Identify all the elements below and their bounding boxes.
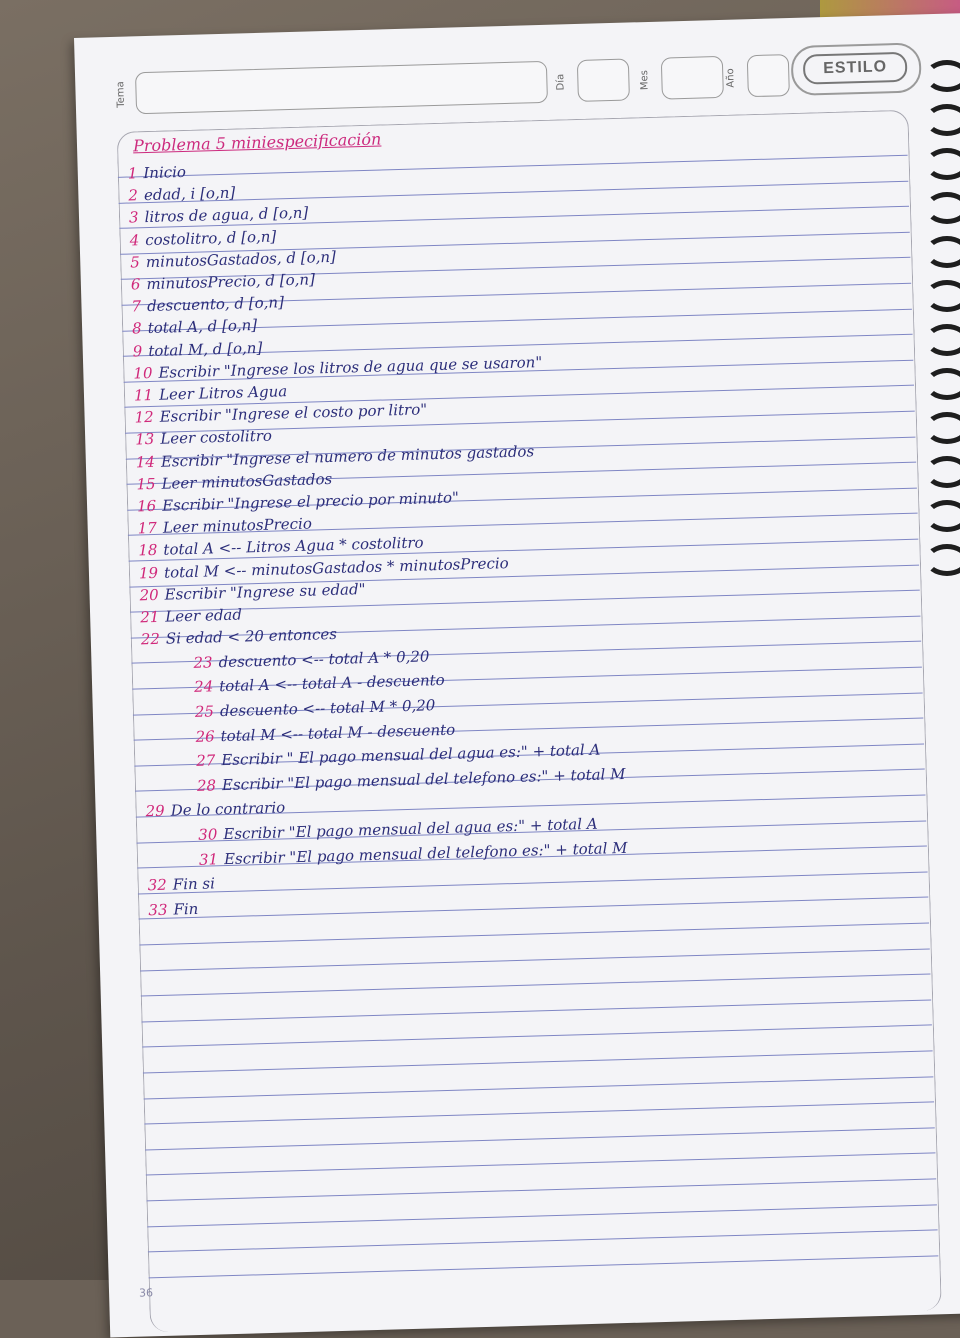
line-text: Escribir "Ingrese su edad" <box>164 579 366 604</box>
spiral-ring <box>925 192 960 224</box>
line-text: total A <-- Litros Agua * costolitro <box>163 533 424 560</box>
line-number: 29 <box>145 802 165 821</box>
line-number: 9 <box>132 341 143 361</box>
line-number: 15 <box>136 474 156 494</box>
line-number: 33 <box>148 900 168 920</box>
spiral-ring <box>925 412 960 444</box>
line-text: Inicio <box>143 162 187 183</box>
line-text: total A, d [o,n] <box>147 316 258 338</box>
line-text: minutosGastados, d [o,n] <box>145 247 337 271</box>
line-number: 21 <box>139 607 160 627</box>
line-number: 10 <box>133 363 153 383</box>
line-number: 25 <box>194 702 215 721</box>
spiral-ring <box>925 368 960 400</box>
line-number: 12 <box>134 408 154 427</box>
notebook-page <box>74 12 960 1338</box>
code-line <box>132 316 258 337</box>
line-number: 3 <box>128 208 139 227</box>
line-text: total A <-- total A - descuento <box>219 671 445 696</box>
line-text: Escribir "El pago mensual del agua es:" + total A <box>223 814 598 844</box>
line-number: 22 <box>140 630 161 649</box>
line-number: 11 <box>133 385 154 405</box>
line-number: 30 <box>198 825 218 844</box>
line-text: Fin si <box>172 874 216 894</box>
line-number: 32 <box>147 875 168 895</box>
line-text: Leer edad <box>165 605 243 626</box>
dia-field-box <box>577 59 630 102</box>
code-line <box>128 184 235 205</box>
line-text: Escribir "El pago mensual del telefono es:" + total M <box>223 838 628 868</box>
code-line <box>140 606 242 627</box>
line-text: Escribir "Ingrese el numero de minutos gastados <box>160 441 535 471</box>
line-text: minutosPrecio, d [o,n] <box>146 270 316 294</box>
line-text: Escribir " El pago mensual del agua es:" + total A <box>221 740 601 770</box>
mes-field-box <box>661 56 724 100</box>
line-text: descuento <-- total A * 0,20 <box>218 647 430 671</box>
line-text: total M, d [o,n] <box>148 338 263 360</box>
line-text: Leer Litros Agua <box>158 382 288 404</box>
line-number: 27 <box>195 751 216 771</box>
line-text: descuento, d [o,n] <box>146 293 285 316</box>
line-number: 14 <box>135 452 156 472</box>
spiral-ring <box>925 456 960 488</box>
line-text: Escribir "Ingrese los litros de agua que se usaron" <box>158 352 543 382</box>
code-line <box>133 338 263 360</box>
dia-label: Día <box>555 73 567 91</box>
tema-label: Tema <box>115 81 127 109</box>
code-line <box>128 163 187 183</box>
code-line <box>147 875 215 895</box>
code-line <box>135 427 272 449</box>
code-line <box>148 900 198 919</box>
line-text: descuento <-- total M * 0,20 <box>219 696 436 721</box>
line-number: 13 <box>134 430 155 449</box>
line-text: edad, i [o,n] <box>143 183 236 205</box>
spiral-ring <box>925 236 960 268</box>
spiral-ring <box>925 324 960 356</box>
spiral-ring <box>925 60 960 92</box>
line-text: Fin <box>173 899 199 919</box>
spiral-ring <box>925 148 960 180</box>
line-number: 16 <box>136 496 157 516</box>
page-number: 36 <box>138 1286 154 1300</box>
line-text: Escribir "El pago mensual del telefono es:" + total M <box>221 764 626 794</box>
line-text: total M <-- total M - descuento <box>220 720 456 745</box>
ano-field-box <box>747 54 790 97</box>
line-number: 6 <box>130 275 141 294</box>
line-number: 8 <box>131 319 142 338</box>
brand-logo-text: ESTILO <box>803 52 908 85</box>
line-number: 19 <box>138 563 159 582</box>
page-title: Problema 5 miniespecificación <box>132 129 382 156</box>
spiral-ring <box>925 280 960 312</box>
line-text: litros de agua, d [o,n] <box>144 203 309 227</box>
line-text: Escribir "Ingrese el costo por litro" <box>159 400 428 426</box>
line-text: total M <-- minutosGastados * minutosPrecio <box>163 553 509 582</box>
line-text: De lo contrario <box>170 798 286 820</box>
line-number: 24 <box>193 677 214 697</box>
mes-label: Mes <box>639 69 651 91</box>
line-number: 31 <box>198 849 219 869</box>
spiral-ring <box>925 544 960 576</box>
spiral-binding <box>925 60 960 580</box>
line-text: Escribir "Ingrese el precio por minuto" <box>161 488 460 515</box>
line-number: 7 <box>131 297 142 316</box>
line-number: 1 <box>127 164 138 183</box>
line-number: 18 <box>138 541 158 560</box>
line-number: 4 <box>129 230 140 250</box>
line-text: Leer minutosPrecio <box>162 514 313 537</box>
line-number: 20 <box>139 585 159 605</box>
spiral-ring <box>925 104 960 136</box>
line-number: 5 <box>130 253 141 272</box>
line-number: 28 <box>196 776 217 795</box>
line-text: Leer costolitro <box>160 427 273 449</box>
ano-label: Año <box>725 67 737 88</box>
line-text: costolitro, d [o,n] <box>144 227 277 249</box>
line-number: 17 <box>137 519 158 538</box>
tema-field-box <box>135 61 548 114</box>
line-number: 26 <box>195 726 215 746</box>
line-number: 2 <box>128 186 139 205</box>
spiral-ring <box>925 500 960 532</box>
line-text: Si edad < 20 entonces <box>165 625 338 648</box>
brand-logo <box>791 42 922 96</box>
line-text: Leer minutosGastados <box>161 469 333 493</box>
line-number: 23 <box>193 653 213 672</box>
